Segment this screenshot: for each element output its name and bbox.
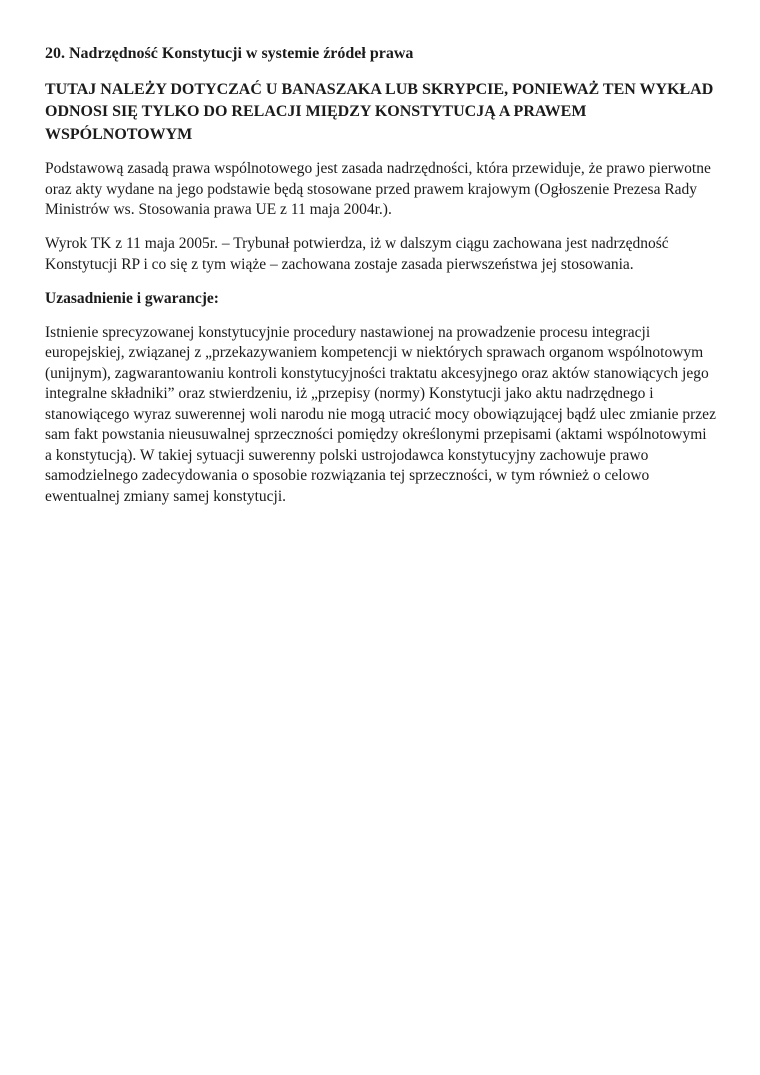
paragraph-verdict: Wyrok TK z 11 maja 2005r. – Trybunał potwierdza, iż w dalszym ciągu zachowana jest nadrzędność Konstytucji RP i co się z tym wiąże – zachowana zostaje zasada pierwszeństwa jej stosowania.	[45, 235, 669, 273]
paragraph-intro: Podstawową zasadą prawa wspólnotowego jest zasada nadrzędności, która przewiduje, że prawo pierwotne oraz akty wydane na jego podstawie będą stosowane przed prawem krajowym (Ogłoszenie Prezesa Rady Ministrów ws. Stosowania prawa UE z 11 maja 2004r.).	[45, 160, 711, 218]
document-title: 20. Nadrzędność Konstytucji w systemie źródeł prawa	[45, 45, 414, 62]
paragraph-justification: Istnienie sprecyzowanej konstytucyjnie procedury nastawionej na prowadzenie procesu integracji europejskiej, związanej z „przekazywaniem kompetencji w niektórych sprawach organom wspólnotowym (unijnym), zagwarantowaniu kontroli konstytucyjności traktatu akcesyjnego oraz aktów stanowiących jego integralne składniki” oraz stwierdzeniu, iż „przepisy (normy) Konstytucji jako aktu nadrzędnego i stanowiącego wyraz suwerennej woli narodu nie mogą utracić mocy obowiązującej bądź ulec zmianie przez sam fakt powstania nieusuwalnej sprzeczności pomiędzy określonymi przepisami (aktami wspólnotowymi a konstytucją). W takiej sytuacji suwerenny polski ustrojodawca konstytucyjny zachowuje prawo samodzielnego zadecydowania o sposobie rozwiązania tej sprzeczności, w tym również o celowo ewentualnej zmiany samej konstytucji.	[45, 323, 716, 505]
section-subheading: Uzasadnienie i gwarancje:	[45, 289, 219, 307]
warning-text: TUTAJ NALEŻY DOTYCZAĆ U BANASZAKA LUB SKRYPCIE, PONIEWAŻ TEN WYKŁAD ODNOSI SIĘ TYLKO DO RELACJI MIĘDZY KONSTYTUCJĄ A PRAWEM WSPÓLNOTOWYM	[45, 80, 714, 143]
